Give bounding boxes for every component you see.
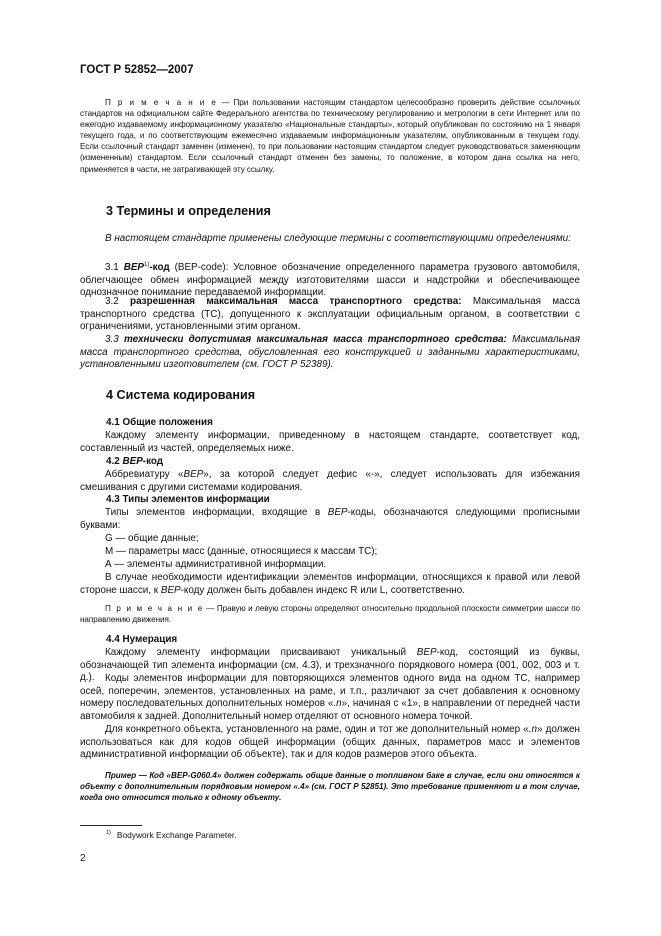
section-4-1-heading: 4.1 Общие положения: [106, 417, 213, 428]
text-run-italic: BEP: [183, 469, 204, 480]
section-3-heading: 3 Термины и определения: [106, 204, 271, 218]
text-run-italic: BEP: [416, 647, 437, 658]
term-3-2-number: 3.2: [105, 296, 131, 307]
text-run: -код, состоящий из буквы, обозначающей тип элемента информации (см. 4.3), и трехзначного порядкового номера (001, 002, 003 и т. д.).: [80, 647, 580, 684]
example-bep-g060: Пример — Код «BEP-G060.4» должен содержать общие данные о топливном баке в случае, если они относятся к объекту с дополнительным порядковым номером «.4» (см. ГОСТ Р 52851). Это требование применяют и в том случае, когда оно относится только к одному объекту.: [80, 771, 580, 803]
section-4-3-heading: 4.3 Типы элементов информации: [106, 494, 270, 505]
footnote: [106, 830, 237, 840]
text-run-italic: .n: [528, 724, 538, 735]
text-run: В случае необходимости идентификации элементов информации, относящихся к правой или левой стороне шасси, к: [80, 572, 580, 596]
section-4-4-para-3: [80, 724, 580, 762]
document-header: ГОСТ Р 52852—2007: [80, 64, 194, 76]
text-run: », за которой следует дефис «-», следует использовать для избежания смешивания с другими системами кодирования.: [80, 469, 580, 493]
page-number: 2: [80, 853, 86, 864]
term-3-1-term: BEP: [123, 262, 144, 273]
text-run: Каждому элементу информации присваивают уникальный: [105, 647, 417, 658]
section-4-2-heading: [106, 456, 163, 467]
footnote-mark: 1): [106, 830, 111, 836]
text-run: », начиная с «1», в направлении от передней части автомобиля к задней. Дополнительный номер отделяют от основного номера точкой.: [80, 698, 581, 723]
text-run: -коду должен быть добавлен индекс R или L, соответственно.: [180, 584, 465, 596]
term-3-3-definition: Максимальная масса транспортного средства, обусловленная его конструкцией и заданными характеристиками, установленными изготовителем (см. ГОСТ Р 52389).: [80, 334, 581, 371]
section-4-1-text: Каждому элементу информации, приведенному в настоящем стандарте, соответствует код, составленный из частей, определяемых ниже.: [80, 430, 580, 454]
footnote-text: Bodywork Exchange Parameter.: [116, 830, 237, 840]
text-run: Аббревиатуру «: [105, 469, 184, 480]
note-text: — При пользовании настоящим стандартом целесообразно проверить действие ссылочных стандартов на официальном сайте Федерального агентства по техническому регулированию и метрологии в сети Интернет или по ежегодно издаваемому информационному указателю «Национальные стандарты», который опубликован по состоянию на 1 января текущего года, и по соответствующим ежемесячно издаваемым информационным указателям, опубликованным в текущем году. Если ссылочный стандарт заменен (изменен), то при пользовании настоящим стандартом следует руководствоваться заменяющим (измененным) стандартом. Если ссылочный стандарт отменен без замены, то положение, в котором дана ссылка на него, применяется в части, не затрагивающей эту ссылку.: [80, 98, 580, 174]
term-3-1-number: 3.1: [105, 262, 124, 273]
type-a: А — элементы административной информации.: [105, 559, 327, 570]
section-4-heading: 4 Система кодирования: [106, 388, 256, 402]
section-4-2-suffix: -код: [142, 456, 164, 467]
note-label: П р и м е ч а н и е: [105, 98, 218, 107]
term-3-3: [80, 334, 580, 372]
section-4-4-heading: 4.4 Нумерация: [106, 634, 178, 645]
note-sides: [80, 603, 580, 625]
footnote-ref: 1): [144, 262, 150, 268]
section-4-3-para-1: [80, 507, 580, 532]
note-text: — Правую и левую стороны определяют относительно продольной плоскости симметрии шасси по направлению движения.: [80, 604, 581, 625]
term-3-2: [80, 296, 580, 334]
term-3-1-definition: (BEP-code): Условное обозначение определенного параметра грузового автомобиля, облегчающее обмен информацией между изготовителями шасси и надстройки и обеспечивающее однозначное понимание передаваемой информации.: [80, 262, 580, 299]
text-run-italic: .n: [333, 698, 342, 710]
section-4-2-number: 4.2: [106, 456, 123, 467]
type-g: G — общие данные;: [105, 533, 199, 544]
term-3-3-number: 3.3: [105, 334, 124, 345]
text-run: » должен использоваться как для кодов общей информации (общих данных, параметров масс и элементов административной информации об объекте), так и для кодов размеров этого объекта.: [80, 724, 580, 761]
term-3-3-term: технически допустимая максимальная масса транспортного средства:: [123, 334, 507, 345]
term-3-2-definition: Максимальная масса транспортного средства (ТС), допущенного к эксплуатации официальным органом, в соответствии с ограничениями, установленными этим органом.: [80, 296, 580, 333]
text-run: Коды элементов информации для повторяющихся элементов одного вида на одном ТС, например осей, поперечин, элементов, установленных на раме, и т.п., различают за счет добавления к основному номеру последовательных дополнительных номеров «: [80, 673, 580, 710]
term-3-1-term-suffix: -код: [149, 262, 170, 273]
section-4-4-para-2: [80, 673, 580, 724]
section-4-2-bep: BEP: [122, 456, 143, 467]
text-run-italic: BEP: [327, 507, 348, 518]
note-label: П р и м е ч а н и е: [105, 604, 204, 613]
term-3-1: [80, 259, 580, 300]
text-run: Типы элементов информации, входящие в: [105, 507, 328, 518]
term-3-2-term: разрешенная максимальная масса транспортного средства:: [130, 296, 462, 307]
text-run: Для конкретного объекта, установленного на раме, один и тот же дополнительный номер «: [105, 724, 529, 735]
footnote-divider: [80, 825, 142, 826]
text-run: -коды, обозначаются следующими прописными буквами:: [80, 507, 580, 531]
note-references: [80, 97, 580, 175]
section-4-3-para-2: [80, 572, 580, 597]
type-m: М — параметры масс (данные, относящиеся к массам ТС);: [105, 546, 378, 557]
section-3-intro: В настоящем стандарте применены следующие термины с соответствующими определениями:: [105, 233, 571, 244]
section-4-2-text: [80, 469, 580, 494]
text-run-italic: BEP: [160, 584, 181, 596]
